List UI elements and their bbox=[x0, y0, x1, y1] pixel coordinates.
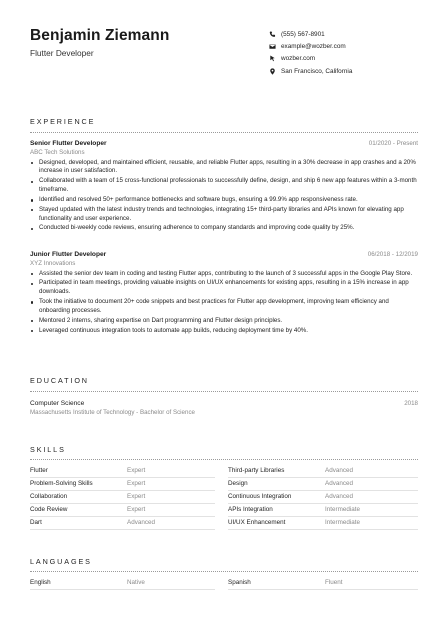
job-company: ABC Tech Solutions bbox=[30, 148, 85, 156]
skill-row bbox=[30, 480, 418, 493]
contact-email-text[interactable]: example@wozber.com bbox=[281, 42, 346, 50]
skill-name: Design bbox=[228, 480, 248, 487]
bullet-item: Identified and resolved 50+ performance bottlenecks and software bugs, ensuring a 99.9% app responsiveness rate. bbox=[30, 196, 418, 205]
job-entry bbox=[30, 140, 418, 234]
education-divider bbox=[30, 391, 418, 392]
skill-name: Collaboration bbox=[30, 493, 68, 500]
phone-icon bbox=[268, 30, 276, 38]
language-divider bbox=[30, 589, 215, 590]
skill-divider bbox=[228, 529, 418, 530]
skill-name: Dart bbox=[30, 519, 42, 526]
bullet-item: Collaborated with a team of 15 cross-functional professionals to successfully define, design, and ship 6 new app features within a 3-month timeframe. bbox=[30, 177, 418, 195]
skill-level: Intermediate bbox=[325, 519, 361, 526]
contact-email bbox=[268, 40, 352, 52]
job-title: Junior Flutter Developer bbox=[30, 251, 107, 258]
skills-divider bbox=[30, 459, 418, 460]
skill-level: Advanced bbox=[325, 480, 354, 487]
job-bullets bbox=[30, 270, 418, 336]
skill-row bbox=[30, 467, 418, 480]
skill-name: APIs Integration bbox=[228, 506, 273, 513]
skill-name: Third-party Libraries bbox=[228, 467, 285, 474]
language-divider bbox=[228, 589, 418, 590]
skill-name: Flutter bbox=[30, 467, 48, 474]
skill-level: Intermediate bbox=[325, 506, 361, 513]
skill-divider bbox=[228, 477, 418, 478]
skill-name: Problem-Solving Skills bbox=[30, 480, 93, 487]
education-degree: Computer Science bbox=[30, 400, 85, 407]
languages-grid bbox=[30, 579, 418, 592]
language-level: Native bbox=[127, 579, 145, 586]
contact-phone-text: (555) 567-8901 bbox=[281, 30, 325, 38]
bullet-item: Participated in team meetings, providing valuable insights on UI/UX enhancements for existing apps, resulting in a 15% increase in app downloads. bbox=[30, 279, 418, 297]
language-name: English bbox=[30, 579, 51, 586]
experience-heading: EXPERIENCE bbox=[30, 117, 96, 126]
skill-level: Expert bbox=[127, 493, 146, 500]
bullet-item: Leveraged continuous integration tools to automate app builds, reducing deployment time by 40%. bbox=[30, 327, 418, 336]
job-company: XYZ Innovations bbox=[30, 259, 76, 267]
language-level: Fluent bbox=[325, 579, 343, 586]
skills-heading: SKILLS bbox=[30, 445, 66, 454]
location-pin-icon bbox=[268, 67, 276, 75]
skill-divider bbox=[30, 490, 215, 491]
skill-level: Advanced bbox=[325, 493, 354, 500]
languages-divider bbox=[30, 571, 418, 572]
skill-level: Advanced bbox=[127, 519, 156, 526]
contact-block bbox=[268, 28, 352, 77]
job-bullets bbox=[30, 159, 418, 234]
link-icon bbox=[268, 55, 276, 63]
contact-phone bbox=[268, 28, 352, 40]
language-row bbox=[30, 579, 418, 592]
skill-divider bbox=[228, 516, 418, 517]
education-year: 2018 bbox=[404, 400, 418, 407]
bullet-item: Mentored 2 interns, sharing expertise on Dart programming and Flutter design principles. bbox=[30, 317, 418, 326]
skill-row bbox=[30, 519, 418, 532]
skill-level: Expert bbox=[127, 506, 146, 513]
bullet-item: Conducted bi-weekly code reviews, ensuring adherence to company standards and improving code quality by 25%. bbox=[30, 224, 418, 233]
bullet-item: Took the initiative to document 20+ code snippets and best practices for Flutter app development, improving team efficiency and onboarding processes. bbox=[30, 298, 418, 316]
skill-divider bbox=[30, 503, 215, 504]
skill-divider bbox=[228, 490, 418, 491]
job-dates: 01/2020 - Present bbox=[368, 140, 418, 147]
skill-row bbox=[30, 506, 418, 519]
experience-divider bbox=[30, 132, 418, 133]
skill-divider bbox=[30, 516, 215, 517]
skill-divider bbox=[30, 529, 215, 530]
language-name: Spanish bbox=[228, 579, 251, 586]
education-school: Massachusetts Institute of Technology - Bachelor of Science bbox=[30, 408, 195, 416]
bullet-item: Assisted the senior dev team in coding and testing Flutter apps, contributing to the launch of 3 successful apps in the Google Play Store. bbox=[30, 270, 418, 279]
contact-website bbox=[268, 53, 352, 65]
contact-location-text: San Francisco, California bbox=[281, 67, 353, 75]
education-heading: EDUCATION bbox=[30, 376, 89, 385]
email-icon bbox=[268, 42, 276, 50]
contact-location bbox=[268, 65, 352, 77]
languages-heading: LANGUAGES bbox=[30, 557, 92, 566]
bullet-item: Designed, developed, and maintained efficient, reusable, and reliable Flutter apps, resulting in a 30% decrease in app crashes and a 20% increase in user satisfaction. bbox=[30, 159, 418, 177]
job-entry bbox=[30, 251, 418, 336]
contact-website-text[interactable]: wozber.com bbox=[281, 55, 316, 63]
skill-name: Code Review bbox=[30, 506, 68, 513]
skill-row bbox=[30, 493, 418, 506]
candidate-name: Benjamin Ziemann bbox=[30, 27, 170, 44]
skill-level: Advanced bbox=[325, 467, 354, 474]
skills-grid bbox=[30, 467, 418, 532]
skill-name: UI/UX Enhancement bbox=[228, 519, 286, 526]
skill-divider bbox=[228, 503, 418, 504]
job-dates: 06/2018 - 12/2019 bbox=[367, 251, 418, 258]
job-title: Senior Flutter Developer bbox=[30, 140, 107, 147]
skill-level: Expert bbox=[127, 467, 146, 474]
skill-level: Expert bbox=[127, 480, 146, 487]
bullet-item: Stayed updated with the latest industry trends and technologies, integrating 15+ third-party libraries and APIs known for elevating app functionality and user experience. bbox=[30, 206, 418, 224]
skill-name: Continuous Integration bbox=[228, 493, 292, 500]
skill-divider bbox=[30, 477, 215, 478]
education-entry bbox=[30, 400, 418, 416]
candidate-title: Flutter Developer bbox=[30, 48, 94, 58]
